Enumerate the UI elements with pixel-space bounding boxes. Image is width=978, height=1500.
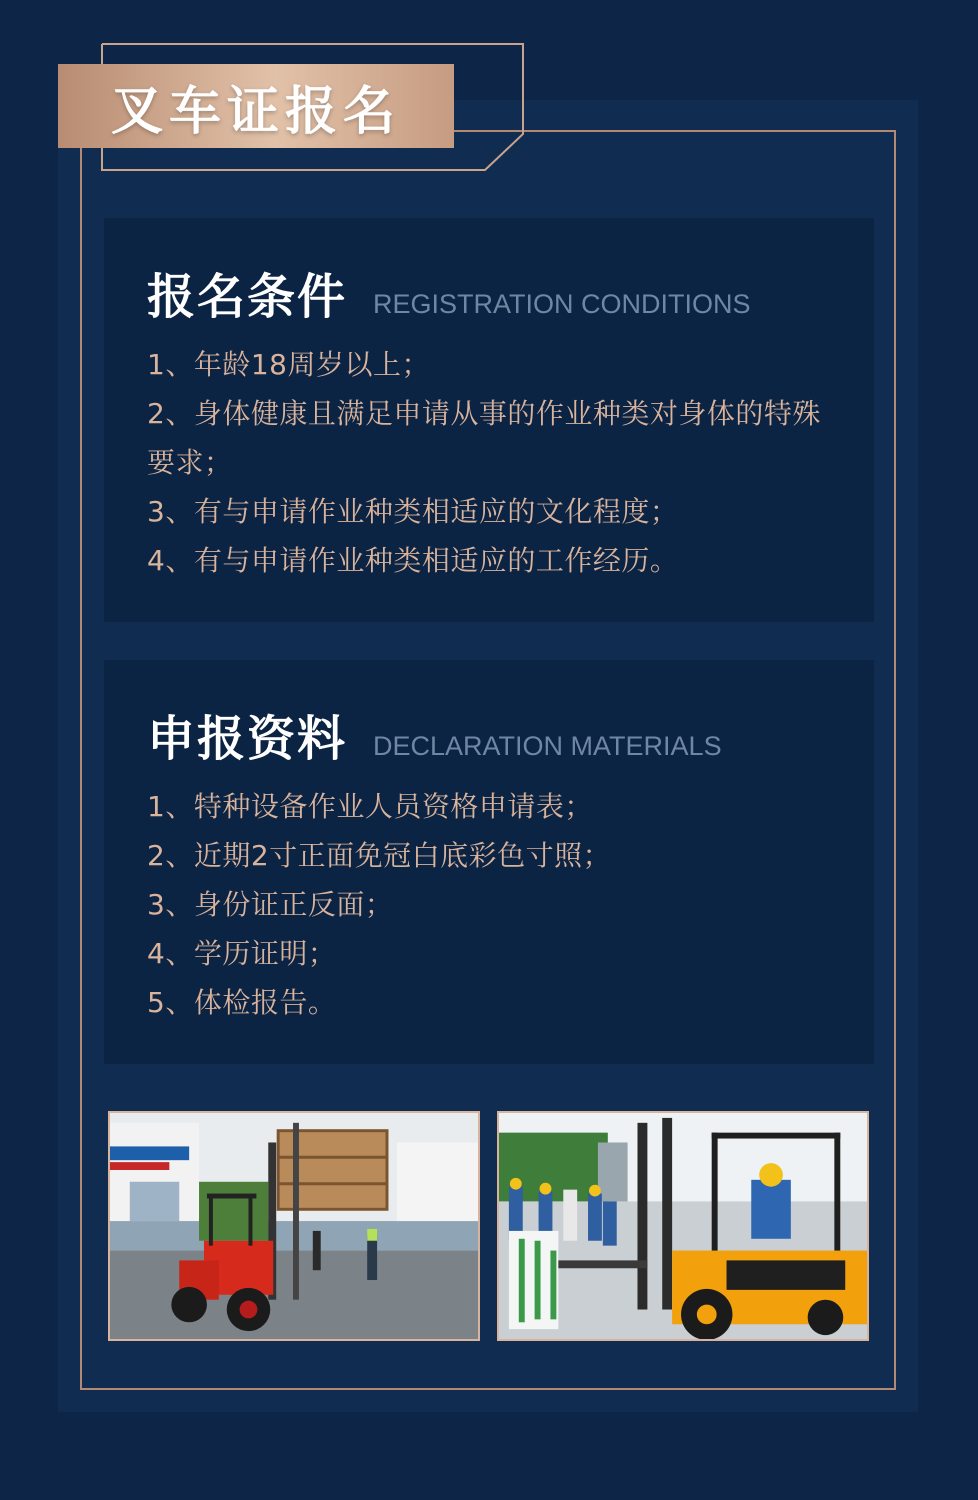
section-title: 申报资料 — [147, 711, 348, 767]
list-item: 1、特种设备作业人员资格申请表； — [147, 790, 593, 823]
section-title: 报名条件 — [147, 269, 348, 325]
forklift-photo-yellow — [497, 1111, 869, 1341]
section-subtitle: DECLARATION MATERIALS — [373, 731, 722, 761]
header-title-banner — [58, 64, 454, 148]
list-item: 1、年龄18周岁以上； — [147, 348, 430, 381]
list-item: 2、身体健康且满足申请从事的作业种类对身体的特殊要求； — [147, 397, 821, 479]
section-subtitle: REGISTRATION CONDITIONS — [373, 289, 751, 319]
list-item: 5、体检报告。 — [147, 986, 337, 1019]
list-item: 3、身份证正反面； — [147, 888, 394, 921]
list-item: 2、近期2寸正面免冠白底彩色寸照； — [147, 839, 612, 872]
list-item: 3、有与申请作业种类相适应的文化程度； — [147, 495, 679, 528]
declaration-materials-list — [147, 782, 847, 1027]
registration-conditions-heading — [147, 258, 751, 327]
list-item: 4、有与申请作业种类相适应的工作经历。 — [147, 544, 679, 577]
forklift-photo-red — [108, 1111, 480, 1341]
declaration-materials-heading — [147, 700, 722, 769]
registration-conditions-list — [147, 340, 847, 585]
list-item: 4、学历证明； — [147, 937, 337, 970]
page-title: 叉车证报名 — [110, 81, 401, 142]
